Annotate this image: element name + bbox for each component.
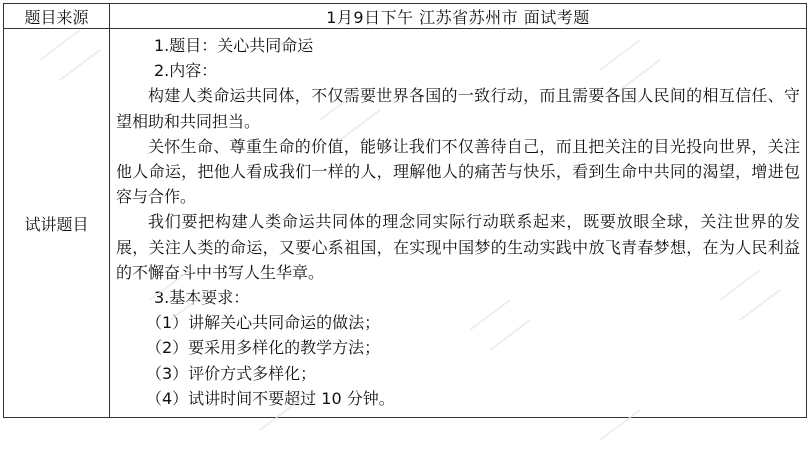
requirement-2: （2）要采用多样化的教学方法； [146,338,381,358]
paragraph-1: 构建人类命运共同体，不仅需要世界各国的一致行动，而且需要各国人民间的相互信任、守望相助和共同担当。 [116,86,800,131]
source-value: 1月9日下午 江苏省苏州市 面试考题 [110,4,807,29]
paragraph-2: 关怀生命、尊重生命的价值，能够让我们不仅善待自己，而且把关注的目光投向世界，关注他人命运，把他人看成我们一样的人，理解他人的痛苦与快乐，看到生命中共同的渴望，增进包容与合作。 [116,136,800,207]
item-title: 1.题目：关心共同命运 [154,36,314,55]
requirement-3: （3）评价方式多样化； [146,363,317,383]
requirement-1: （1）讲解关心共同命运的做法； [146,313,381,333]
exam-table [3,3,807,418]
requirement-4: （4）试讲时间不要超过 10 分钟。 [146,388,395,408]
header-row [4,4,807,29]
topic-content [110,29,807,418]
paragraph-3: 我们要把构建人类命运共同体的理念同实际行动联系起来，既要放眼全球，关注世界的发展，关注人类的命运，又要心系祖国，在实现中国梦的生动实践中放飞青春梦想，在为人民利益的不懈奋斗中书写人生华章。 [116,212,800,282]
item-content-heading: 2.内容： [154,61,218,81]
source-label: 题目来源 [4,4,110,29]
topic-label: 试讲题目 [4,29,110,418]
topic-row [4,29,807,418]
requirements-title: 3.基本要求： [154,288,250,308]
